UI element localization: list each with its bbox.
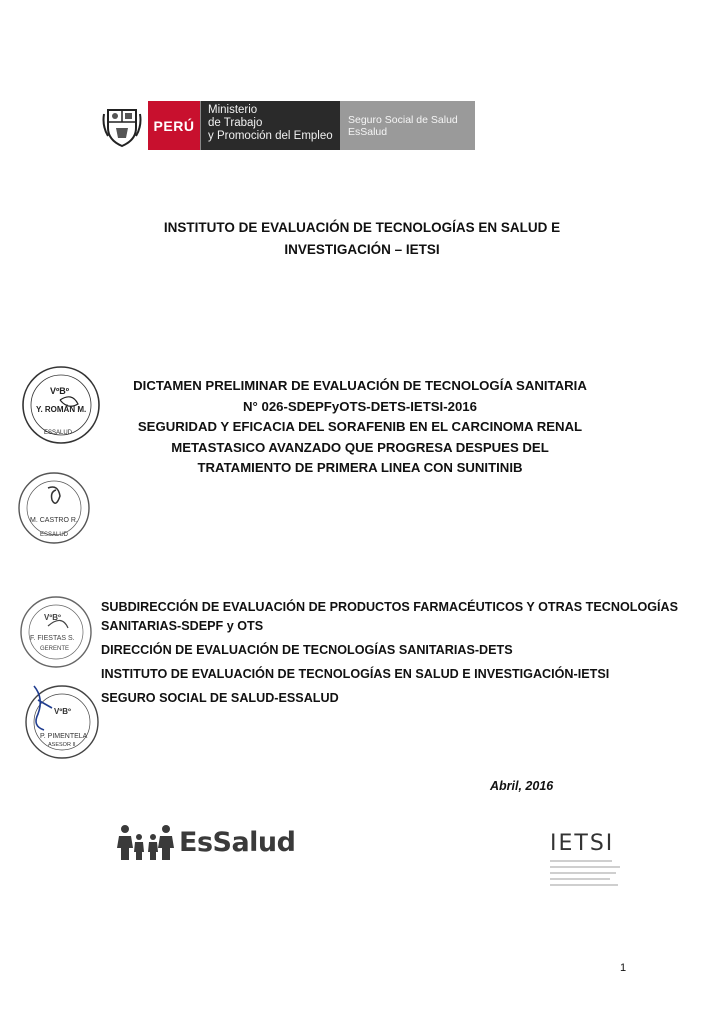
stamp-vb: VºBº	[54, 707, 71, 716]
essalud-logo-text: EsSalud	[179, 826, 296, 858]
institute-heading	[70, 217, 654, 261]
essalud-header-line: Seguro Social de Salud	[348, 114, 458, 126]
stamp-org: GERENTE	[40, 646, 70, 652]
essalud-header-line: EsSalud	[348, 126, 388, 138]
peru-label: PERÚ	[148, 101, 200, 150]
approval-stamp	[16, 470, 92, 551]
heading-line: INSTITUTO DE EVALUACIÓN DE TECNOLOGÍAS EN SALUD E	[163, 220, 561, 235]
stamp-org: ESSALUD	[44, 430, 73, 436]
organization-list	[101, 598, 681, 713]
document-date: Abril, 2016	[490, 779, 554, 793]
essalud-logo	[115, 820, 295, 864]
dictamen-title	[100, 376, 620, 479]
dictamen-line: DICTAMEN PRELIMINAR DE EVALUACIÓN DE TECNOLOGÍA SANITARIA	[133, 378, 587, 393]
ministry-line: de Trabajo	[208, 117, 263, 129]
stamp-vb: VºBº	[44, 613, 61, 622]
page-number: 1	[620, 962, 627, 974]
stamp-name: M. CASTRO R.	[30, 517, 78, 524]
dictamen-line: METASTASICO AVANZADO QUE PROGRESA DESPUES DEL	[171, 439, 549, 455]
dictamen-line: SEGURIDAD Y EFICACIA DEL SORAFENIB EN EL CARCINOMA RENAL	[137, 419, 583, 434]
stamp-org: ESSALUD	[40, 532, 69, 538]
ietsi-logo-text: IETSI	[550, 831, 615, 856]
ministry-label	[200, 101, 340, 150]
stamp-org: ASESOR II	[48, 742, 76, 748]
ietsi-logo	[550, 832, 630, 886]
family-figures-icon	[115, 822, 175, 862]
stamp-name: P. PIMENTELA	[40, 733, 88, 740]
organization-item: SEGURO SOCIAL DE SALUD-ESSALUD	[101, 691, 339, 705]
ministry-line: y Promoción del Empleo	[208, 130, 333, 142]
stamp-name: Y. ROMÁN M.	[36, 405, 87, 414]
dictamen-number: N° 026-SDEPFyOTS-DETS-IETSI-2016	[243, 398, 477, 414]
organization-item: DIRECCIÓN DE EVALUACIÓN DE TECNOLOGÍAS SANITARIAS-DETS	[101, 643, 513, 657]
approval-stamp	[22, 680, 102, 767]
government-logo-band	[100, 101, 475, 150]
peru-coat-of-arms-icon	[100, 101, 144, 150]
heading-line: INVESTIGACIÓN – IETSI	[284, 242, 440, 257]
stamp-name: F. FIESTAS S.	[30, 635, 75, 642]
ietsi-logo-subtitle-lines	[550, 860, 630, 886]
approval-stamp	[18, 594, 94, 675]
essalud-header-label	[340, 101, 475, 150]
approval-stamp	[20, 364, 102, 451]
ministry-line: Ministerio	[208, 104, 258, 116]
organization-item: SUBDIRECCIÓN DE EVALUACIÓN DE PRODUCTOS FARMACÉUTICOS Y OTRAS TECNOLOGÍAS SANITARIAS-SDEPF y OTS	[101, 600, 679, 633]
dictamen-line: TRATAMIENTO DE PRIMERA LINEA CON SUNITINIB	[197, 460, 523, 475]
stamp-vb: VºBº	[50, 386, 70, 396]
organization-item: INSTITUTO DE EVALUACIÓN DE TECNOLOGÍAS EN SALUD E INVESTIGACIÓN-IETSI	[101, 667, 610, 681]
